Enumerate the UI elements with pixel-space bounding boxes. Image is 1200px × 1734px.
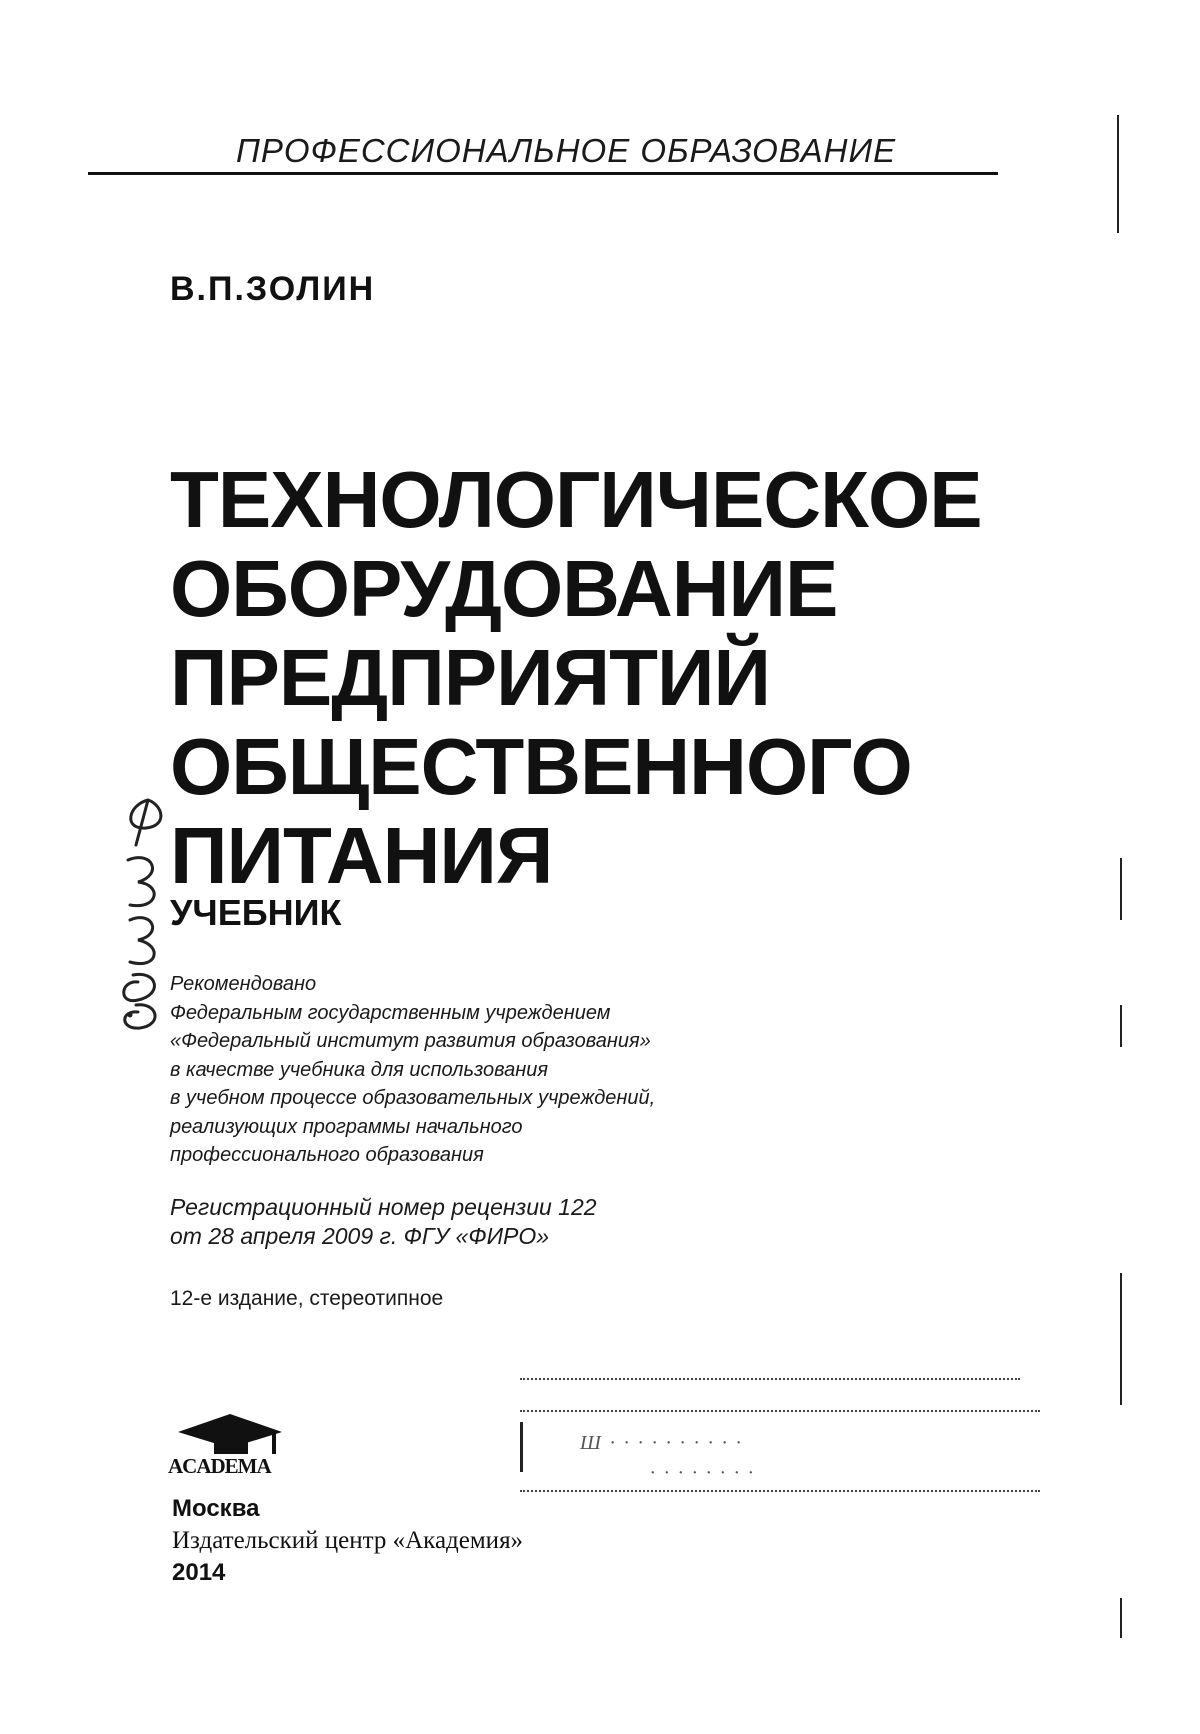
stamp-bracket: [520, 1422, 523, 1472]
page-edge-mark: [1120, 1273, 1122, 1405]
logo-word: ACADEMA: [168, 1454, 271, 1478]
stamp-line: [520, 1490, 1040, 1493]
recommendation-line: Федеральным государственным учреждением: [170, 1001, 611, 1024]
registration-line: Регистрационный номер рецензии 122: [170, 1194, 597, 1220]
academia-cap-icon: [168, 1410, 288, 1458]
library-stamp: [510, 1370, 1040, 1500]
recommendation-line: профессионального образования: [170, 1144, 484, 1166]
recommendation-line: в учебном процессе образовательных учреждений,: [170, 1087, 656, 1109]
stamp-faded-text: · · · · · · · ·: [650, 1462, 755, 1484]
title-line: ПИТАНИЯ: [170, 811, 553, 900]
imprint-publisher: Издательский центр «Академия»: [172, 1527, 524, 1554]
recommendation-line: реализующих программы начального: [170, 1115, 523, 1138]
page-edge-mark: [1120, 858, 1122, 920]
imprint: [172, 1493, 523, 1589]
recommendation-line: в качестве учебника для использования: [170, 1058, 549, 1081]
series-header: ПРОФЕССИОНАЛЬНОЕ ОБРАЗОВАНИЕ: [236, 132, 897, 169]
page-edge-mark: [1120, 1598, 1122, 1638]
recommendation-line: Рекомендовано: [170, 973, 317, 995]
title-line: ТЕХНОЛОГИЧЕСКОЕ: [170, 455, 982, 544]
page-edge-mark: [1117, 115, 1119, 233]
registration-line: от 28 апреля 2009 г. ФГУ «ФИРО»: [170, 1223, 550, 1249]
stamp-line: [520, 1378, 1020, 1381]
stamp-line: [520, 1410, 1040, 1413]
stamp-faded-text: Ш · · · · · · · · · ·: [580, 1432, 743, 1454]
title-line: ПРЕДПРИЯТИЙ: [170, 633, 770, 722]
imprint-city: Москва: [172, 1495, 260, 1522]
recommendation-line: «Федеральный институт развития образования»: [170, 1030, 651, 1052]
title-line: ОБЩЕСТВЕННОГО: [170, 722, 912, 811]
page-edge-mark: [1120, 1005, 1122, 1047]
recommendation-text: [170, 970, 655, 1170]
publisher-logo: [168, 1410, 288, 1480]
registration-text: [170, 1193, 597, 1251]
series-rule: [88, 172, 998, 175]
author-name: В.П.ЗОЛИН: [170, 270, 376, 308]
edition-note: 12-е издание, стереотипное: [170, 1287, 444, 1310]
title-line: ОБОРУДОВАНИЕ: [170, 544, 838, 633]
book-type: УЧЕБНИК: [170, 892, 342, 933]
book-title: [170, 455, 982, 900]
imprint-year: 2014: [172, 1559, 226, 1586]
